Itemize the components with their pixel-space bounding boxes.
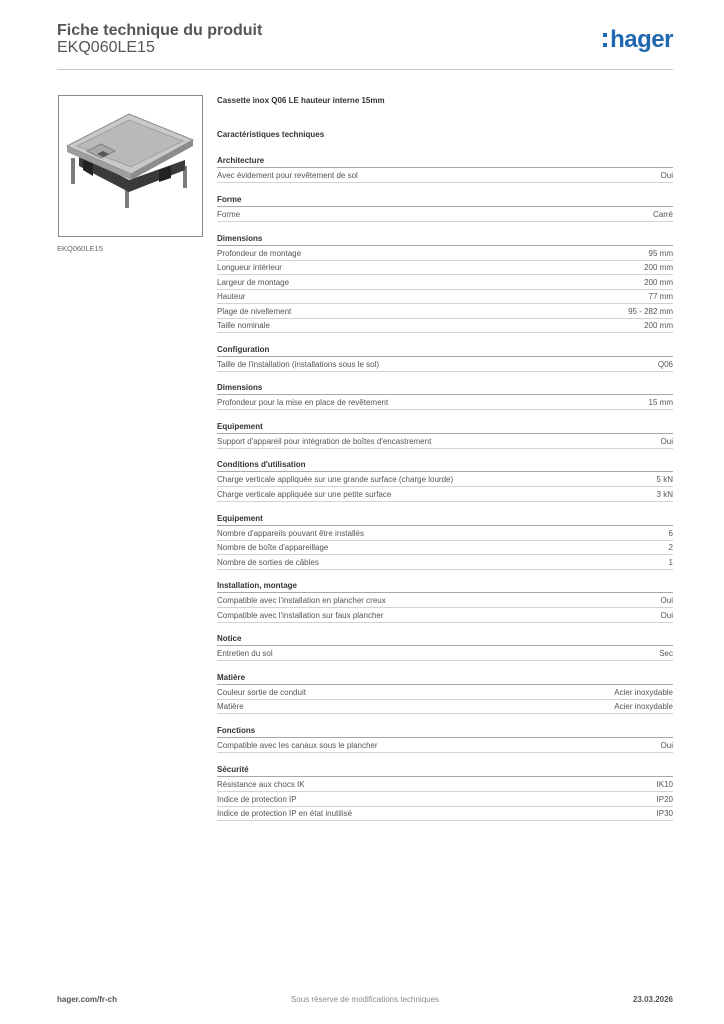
- spec-row: [217, 396, 673, 410]
- spec-value: Sec: [659, 649, 673, 658]
- logo-text: hager: [610, 26, 673, 53]
- section-title: Dimensions: [217, 234, 673, 246]
- section-title: Conditions d'utilisation: [217, 460, 673, 472]
- spec-value: 95 mm: [648, 249, 673, 258]
- spec-label: Compatible avec l'installation en plancher creux: [217, 596, 386, 605]
- spec-label: Compatible avec les canaux sous le plancher: [217, 741, 378, 750]
- spec-label: Nombre de boîte d'appareillage: [217, 543, 329, 552]
- spec-value: Oui: [660, 171, 673, 180]
- spec-value: 1: [668, 558, 673, 567]
- section-title: Dimensions: [217, 383, 673, 395]
- spec-value: 5 kN: [656, 475, 673, 484]
- image-caption: EKQ060LE15: [57, 244, 103, 253]
- section-title: Installation, montage: [217, 581, 673, 593]
- spec-label: Longueur intérieur: [217, 263, 282, 272]
- spec-value: 3 kN: [656, 490, 673, 499]
- footer-date: 23.03.2026: [632, 995, 673, 1004]
- spec-label: Matière: [217, 702, 244, 711]
- product-reference: EKQ060LE15: [57, 39, 155, 56]
- spec-value: 200 mm: [644, 278, 673, 287]
- spec-row: [217, 700, 673, 714]
- product-image: [58, 95, 203, 237]
- spec-label: Forme: [217, 210, 241, 219]
- spec-row: [217, 435, 673, 449]
- section-title: Fonctions: [217, 726, 673, 738]
- spec-value: Carré: [652, 210, 673, 219]
- spec-row: [217, 305, 673, 319]
- spec-label: Nombre d'appareils pouvant être installés: [217, 529, 364, 538]
- logo-dots-icon: [603, 33, 607, 47]
- spec-row: [217, 247, 673, 261]
- spec-row: [217, 169, 673, 183]
- spec-label: Profondeur pour la mise en place de revêtement: [217, 398, 389, 407]
- section-title: Sécurité: [217, 765, 673, 777]
- spec-row: [217, 473, 673, 487]
- section-title: Notice: [217, 634, 673, 646]
- section-title: Equipement: [217, 422, 673, 434]
- spec-label: Largeur de montage: [217, 278, 290, 287]
- spec-row: [217, 276, 673, 290]
- spec-row: [217, 261, 673, 275]
- spec-row: [217, 793, 673, 807]
- spec-row: [217, 290, 673, 304]
- spec-value: 6: [668, 529, 673, 538]
- spec-value: Q06: [657, 360, 673, 369]
- spec-value: Oui: [660, 437, 673, 446]
- spec-value: Oui: [660, 611, 673, 620]
- spec-row: [217, 556, 673, 570]
- floor-box-cassette-illustration: [59, 96, 202, 236]
- spec-label: Support d'appareil pour intégration de boîtes d'encastrement: [217, 437, 432, 446]
- spec-row: [217, 208, 673, 222]
- spec-value: Acier inoxydable: [614, 688, 673, 697]
- spec-row: [217, 594, 673, 608]
- spec-label: Charge verticale appliquée sur une petite surface: [217, 490, 392, 499]
- spec-label: Avec évidement pour revêtement de sol: [217, 171, 358, 180]
- spec-value: 15 mm: [648, 398, 673, 407]
- spec-row: [217, 609, 673, 623]
- footer-note: Sous réserve de modifications techniques: [290, 995, 440, 1004]
- section-title: Forme: [217, 195, 673, 207]
- section-title: Equipement: [217, 514, 673, 526]
- spec-value: Oui: [660, 741, 673, 750]
- section-title: Matière: [217, 673, 673, 685]
- spec-value: IP30: [656, 809, 673, 818]
- spec-row: [217, 686, 673, 700]
- spec-row: [217, 488, 673, 502]
- page-header: [57, 20, 673, 70]
- spec-label: Profondeur de montage: [217, 249, 302, 258]
- spec-value: 77 mm: [648, 292, 673, 301]
- spec-label: Charge verticale appliquée sur une grande surface (charge lourde): [217, 475, 454, 484]
- spec-label: Couleur sortie de conduit: [217, 688, 306, 697]
- spec-row: [217, 739, 673, 753]
- spec-row: [217, 527, 673, 541]
- spec-row: [217, 647, 673, 661]
- document-title: Fiche technique du produit: [57, 22, 263, 39]
- spec-value: 2: [668, 543, 673, 552]
- spec-label: Taille de l'installation (installations sous le sol): [217, 360, 380, 369]
- section-title: Architecture: [217, 156, 673, 168]
- spec-row: [217, 319, 673, 333]
- spec-value: IP20: [656, 795, 673, 804]
- spec-label: Indice de protection IP: [217, 795, 297, 804]
- page-footer: [57, 995, 673, 1009]
- product-name: Cassette inox Q06 LE hauteur interne 15mm: [217, 96, 385, 105]
- spec-label: Compatible avec l'installation sur faux plancher: [217, 611, 384, 620]
- spec-value: 200 mm: [644, 263, 673, 272]
- spec-value: 200 mm: [644, 321, 673, 330]
- spec-heading: Caractéristiques techniques: [217, 130, 325, 139]
- spec-value: IK10: [656, 780, 673, 789]
- section-title: Configuration: [217, 345, 673, 357]
- spec-label: Entretien du sol: [217, 649, 273, 658]
- spec-value: Acier inoxydable: [614, 702, 673, 711]
- spec-label: Résistance aux chocs IK: [217, 780, 305, 789]
- spec-label: Plage de nivellement: [217, 307, 292, 316]
- hager-logo[interactable]: [603, 26, 673, 52]
- spec-value: Oui: [660, 596, 673, 605]
- spec-row: [217, 807, 673, 821]
- spec-label: Nombre de sorties de câbles: [217, 558, 319, 567]
- spec-label: Indice de protection IP en état inutilisé: [217, 809, 353, 818]
- spec-row: [217, 541, 673, 555]
- spec-value: 95 - 282 mm: [628, 307, 673, 316]
- footer-website-link[interactable]: hager.com/fr-ch: [57, 995, 118, 1004]
- spec-label: Taille nominale: [217, 321, 270, 330]
- spec-label: Hauteur: [217, 292, 246, 301]
- spec-row: [217, 778, 673, 792]
- spec-row: [217, 358, 673, 372]
